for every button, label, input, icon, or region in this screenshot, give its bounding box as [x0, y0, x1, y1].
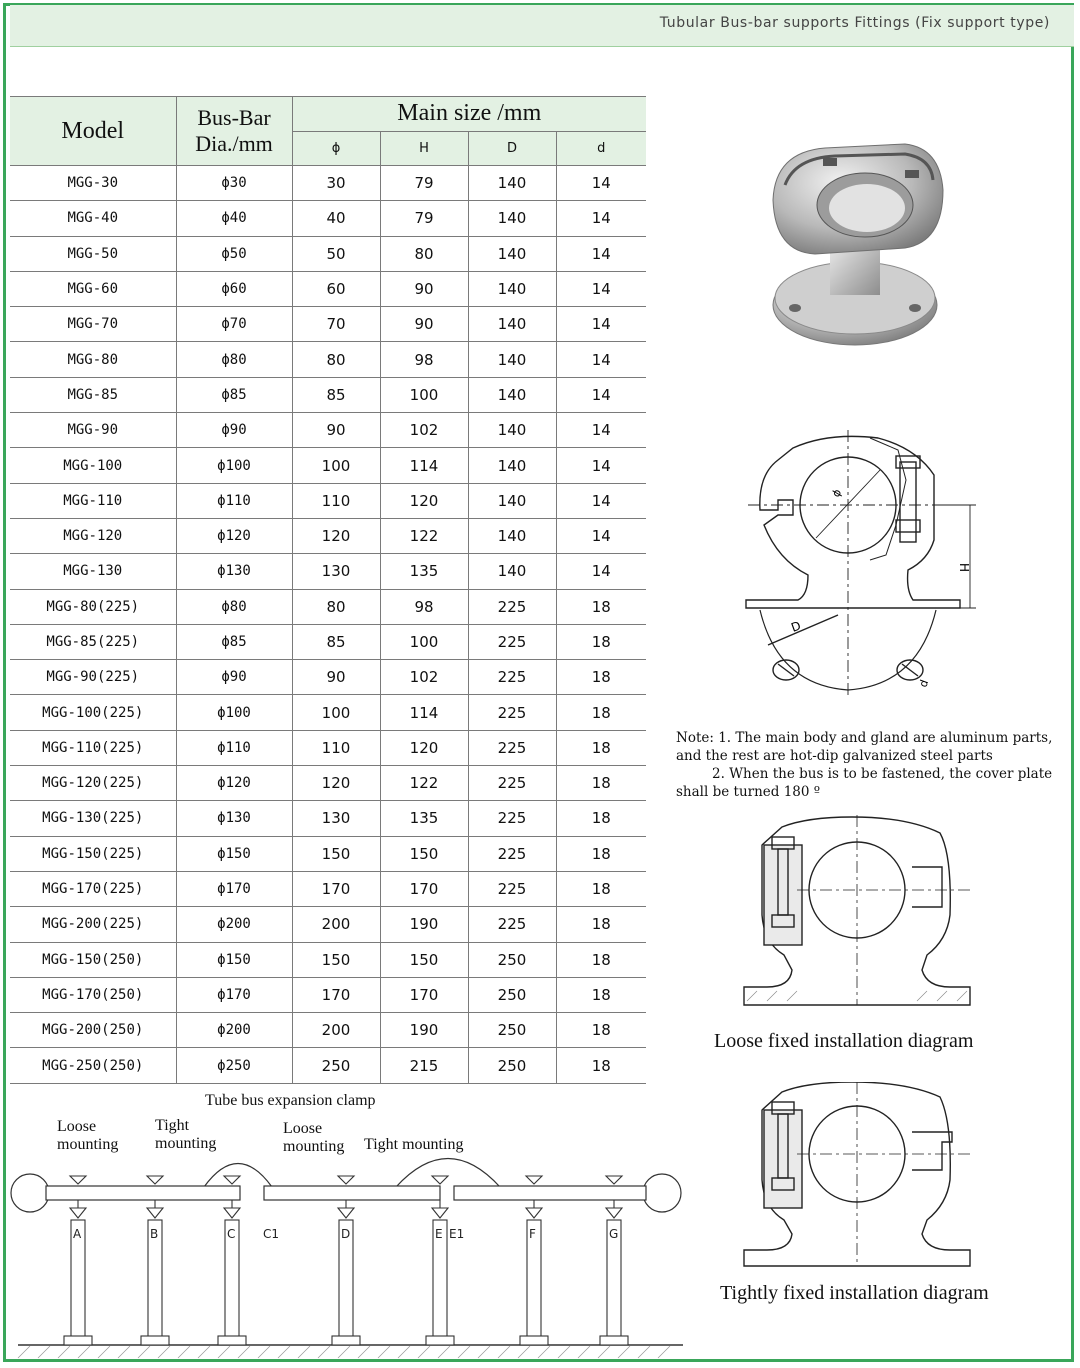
cell-d-lower: 18	[556, 660, 646, 695]
cell-model: MGG-200(225)	[10, 907, 176, 942]
cell-model: MGG-85	[10, 377, 176, 412]
cell-d-lower: 18	[556, 907, 646, 942]
cell-busbar-dia: ϕ90	[176, 660, 292, 695]
header-band	[10, 5, 1074, 46]
cell-d-lower: 14	[556, 483, 646, 518]
cell-h: 150	[380, 836, 468, 871]
cell-phi: 80	[292, 589, 380, 624]
cell-model: MGG-80(225)	[10, 589, 176, 624]
support-label: C1	[263, 1227, 280, 1241]
table-row	[10, 907, 646, 942]
cell-d-lower: 18	[556, 836, 646, 871]
support-base	[218, 1336, 246, 1345]
subheader-phi: ϕ	[292, 131, 380, 166]
cell-h: 98	[380, 589, 468, 624]
caption-loose: Loose fixed installation diagram	[714, 1030, 974, 1052]
subheader-d-upper: D	[468, 131, 556, 166]
dim-d-label: D	[789, 618, 803, 635]
cell-h: 102	[380, 413, 468, 448]
cell-h: 114	[380, 448, 468, 483]
label-tight-2: Tight mounting	[364, 1136, 464, 1153]
cell-model: MGG-80	[10, 342, 176, 377]
cell-busbar-dia: ϕ40	[176, 201, 292, 236]
cell-model: MGG-90(225)	[10, 660, 176, 695]
cell-d-upper: 140	[468, 448, 556, 483]
cell-d-lower: 14	[556, 271, 646, 306]
table-row	[10, 236, 646, 271]
cell-d-lower: 18	[556, 624, 646, 659]
cell-d-upper: 140	[468, 166, 556, 201]
cell-phi: 200	[292, 907, 380, 942]
cell-model: MGG-50	[10, 236, 176, 271]
cell-busbar-dia: ϕ30	[176, 166, 292, 201]
cell-model: MGG-200(250)	[10, 1013, 176, 1048]
cell-phi: 90	[292, 413, 380, 448]
spec-table	[10, 96, 646, 1084]
label-loose-2-a: Loose	[283, 1120, 323, 1137]
cell-phi: 70	[292, 307, 380, 342]
table-row	[10, 448, 646, 483]
clamp-outline	[746, 436, 960, 608]
cell-d-lower: 14	[556, 201, 646, 236]
dim-h-label: H	[957, 563, 971, 573]
cell-busbar-dia: ϕ80	[176, 342, 292, 377]
cell-d-upper: 140	[468, 483, 556, 518]
busbar-segment-1	[46, 1186, 240, 1200]
cell-model: MGG-85(225)	[10, 624, 176, 659]
table-row	[10, 942, 646, 977]
cell-d-upper: 140	[468, 271, 556, 306]
cell-busbar-dia: ϕ110	[176, 730, 292, 765]
cell-d-upper: 140	[468, 236, 556, 271]
support-base	[141, 1336, 169, 1345]
loose-fixed-diagram	[742, 815, 972, 1010]
busbar-segment-2	[264, 1186, 440, 1200]
cell-h: 190	[380, 907, 468, 942]
product-photo	[755, 130, 955, 350]
note-line-1: Note: 1. The main body and gland are aluminum parts,	[676, 730, 1053, 746]
cell-model: MGG-110(225)	[10, 730, 176, 765]
clamp-marker	[526, 1176, 542, 1184]
header-busbar-line1: Bus-Bar	[197, 105, 271, 130]
cell-busbar-dia: ϕ80	[176, 589, 292, 624]
cell-d-lower: 18	[556, 730, 646, 765]
cell-phi: 150	[292, 836, 380, 871]
clamp-marker	[147, 1176, 163, 1184]
support-label: D	[341, 1227, 351, 1241]
installation-note	[676, 729, 1066, 801]
cell-d-lower: 18	[556, 695, 646, 730]
cell-busbar-dia: ϕ100	[176, 695, 292, 730]
cell-d-upper: 140	[468, 377, 556, 412]
cell-phi: 110	[292, 730, 380, 765]
clamp-marker	[338, 1176, 354, 1184]
support-fitting	[147, 1208, 163, 1218]
cell-d-upper: 225	[468, 695, 556, 730]
cell-d-upper: 140	[468, 554, 556, 589]
cell-d-lower: 14	[556, 377, 646, 412]
cell-d-lower: 14	[556, 236, 646, 271]
cell-d-lower: 14	[556, 413, 646, 448]
cell-phi: 120	[292, 766, 380, 801]
cell-phi: 130	[292, 801, 380, 836]
cell-model: MGG-120(225)	[10, 766, 176, 801]
cell-model: MGG-250(250)	[10, 1048, 176, 1083]
cell-d-upper: 225	[468, 660, 556, 695]
cell-phi: 100	[292, 448, 380, 483]
busbar-layout-diagram	[8, 1150, 688, 1360]
note-line-4: shall be turned 180 º	[676, 784, 821, 800]
cell-model: MGG-70	[10, 307, 176, 342]
cell-h: 90	[380, 307, 468, 342]
cell-h: 79	[380, 201, 468, 236]
cell-d-lower: 18	[556, 589, 646, 624]
label-loose-1	[57, 1118, 118, 1154]
cell-d-lower: 18	[556, 1048, 646, 1083]
cell-h: 80	[380, 236, 468, 271]
cell-phi: 200	[292, 1013, 380, 1048]
cell-busbar-dia: ϕ110	[176, 483, 292, 518]
busbar-end-ball-right	[643, 1174, 681, 1212]
cell-d-lower: 18	[556, 1013, 646, 1048]
support-base	[426, 1336, 454, 1345]
cell-busbar-dia: ϕ170	[176, 871, 292, 906]
cell-model: MGG-30	[10, 166, 176, 201]
caption-tight: Tightly fixed installation diagram	[720, 1282, 989, 1304]
cell-d-upper: 250	[468, 1013, 556, 1048]
clamp-marker	[70, 1176, 86, 1184]
bolt	[900, 462, 916, 542]
cell-d-upper: 225	[468, 730, 556, 765]
table-row	[10, 977, 646, 1012]
support-label: C	[227, 1227, 236, 1241]
table-row	[10, 766, 646, 801]
cell-model: MGG-110	[10, 483, 176, 518]
cell-d-lower: 18	[556, 871, 646, 906]
support-label: B	[150, 1227, 159, 1241]
cell-model: MGG-170(225)	[10, 871, 176, 906]
cell-h: 122	[380, 518, 468, 553]
cell-h: 102	[380, 660, 468, 695]
label-tight-1-a: Tight	[155, 1117, 190, 1134]
clamp-marker	[432, 1176, 448, 1184]
cell-phi: 130	[292, 554, 380, 589]
table-row	[10, 413, 646, 448]
cell-model: MGG-170(250)	[10, 977, 176, 1012]
cell-d-upper: 225	[468, 871, 556, 906]
cell-d-upper: 250	[468, 977, 556, 1012]
label-tight-1-b: mounting	[155, 1135, 217, 1152]
cell-busbar-dia: ϕ50	[176, 236, 292, 271]
cell-d-lower: 18	[556, 977, 646, 1012]
cell-d-upper: 225	[468, 907, 556, 942]
subheader-h: H	[380, 131, 468, 166]
table-row	[10, 871, 646, 906]
cell-d-lower: 14	[556, 166, 646, 201]
support-label: F	[529, 1227, 536, 1241]
cell-phi: 170	[292, 871, 380, 906]
cell-d-upper: 225	[468, 836, 556, 871]
cell-h: 135	[380, 554, 468, 589]
cell-h: 114	[380, 695, 468, 730]
note-line-2: and the rest are hot-dip galvanized steel parts	[676, 748, 993, 764]
table-row	[10, 307, 646, 342]
technical-drawing	[738, 420, 978, 700]
cell-phi: 80	[292, 342, 380, 377]
cell-d-lower: 18	[556, 801, 646, 836]
cell-busbar-dia: ϕ150	[176, 942, 292, 977]
subheader-d-lower: d	[556, 131, 646, 166]
cell-busbar-dia: ϕ100	[176, 448, 292, 483]
table-row	[10, 271, 646, 306]
table-row	[10, 801, 646, 836]
table-row	[10, 589, 646, 624]
cell-busbar-dia: ϕ90	[176, 413, 292, 448]
cell-busbar-dia: ϕ70	[176, 307, 292, 342]
cell-model: MGG-130	[10, 554, 176, 589]
label-loose-1-a: Loose	[57, 1118, 97, 1135]
table-row	[10, 201, 646, 236]
cell-busbar-dia: ϕ60	[176, 271, 292, 306]
table-row	[10, 554, 646, 589]
cell-h: 215	[380, 1048, 468, 1083]
cell-h: 150	[380, 942, 468, 977]
cell-model: MGG-40	[10, 201, 176, 236]
table-row	[10, 377, 646, 412]
cell-d-upper: 140	[468, 201, 556, 236]
cell-model: MGG-150(250)	[10, 942, 176, 977]
expansion-clamp-arc-2	[396, 1159, 500, 1188]
cell-d-upper: 140	[468, 307, 556, 342]
support-fitting	[526, 1208, 542, 1218]
cell-model: MGG-60	[10, 271, 176, 306]
label-tight-1	[155, 1117, 216, 1153]
support-fitting	[432, 1208, 448, 1218]
cell-d-upper: 250	[468, 942, 556, 977]
cell-h: 98	[380, 342, 468, 377]
cell-busbar-dia: ϕ250	[176, 1048, 292, 1083]
cell-model: MGG-150(225)	[10, 836, 176, 871]
cell-model: MGG-90	[10, 413, 176, 448]
table-row	[10, 836, 646, 871]
cell-h: 170	[380, 977, 468, 1012]
header-busbar	[176, 97, 292, 166]
cell-model: MGG-130(225)	[10, 801, 176, 836]
cell-h: 170	[380, 871, 468, 906]
cell-h: 90	[380, 271, 468, 306]
table-row	[10, 1013, 646, 1048]
cell-busbar-dia: ϕ120	[176, 518, 292, 553]
cell-h: 79	[380, 166, 468, 201]
table-row	[10, 660, 646, 695]
cell-h: 135	[380, 801, 468, 836]
cell-busbar-dia: ϕ170	[176, 977, 292, 1012]
table-row	[10, 730, 646, 765]
support-fitting	[606, 1208, 622, 1218]
support-base	[520, 1336, 548, 1345]
support-label: A	[73, 1227, 82, 1241]
table-row	[10, 695, 646, 730]
tight-fixed-diagram	[742, 1082, 972, 1272]
cell-d-lower: 18	[556, 766, 646, 801]
cell-d-upper: 140	[468, 413, 556, 448]
cell-d-lower: 18	[556, 942, 646, 977]
cell-phi: 30	[292, 166, 380, 201]
cell-d-lower: 14	[556, 448, 646, 483]
cell-phi: 170	[292, 977, 380, 1012]
cell-d-upper: 140	[468, 518, 556, 553]
support-fitting	[70, 1208, 86, 1218]
label-expansion-clamp: Tube bus expansion clamp	[205, 1092, 376, 1109]
cell-busbar-dia: ϕ85	[176, 624, 292, 659]
cell-busbar-dia: ϕ130	[176, 801, 292, 836]
cell-d-lower: 14	[556, 518, 646, 553]
cell-h: 100	[380, 377, 468, 412]
support-label: G	[609, 1227, 619, 1241]
clamp-marker	[606, 1176, 622, 1184]
dim-small-d-label: d	[916, 678, 932, 690]
cell-d-lower: 14	[556, 307, 646, 342]
cell-phi: 60	[292, 271, 380, 306]
cell-d-upper: 225	[468, 801, 556, 836]
cell-phi: 110	[292, 483, 380, 518]
support-base	[332, 1336, 360, 1345]
cell-d-upper: 225	[468, 766, 556, 801]
cell-phi: 100	[292, 695, 380, 730]
table-row	[10, 166, 646, 201]
busbar-segment-3	[454, 1186, 646, 1200]
cell-busbar-dia: ϕ150	[176, 836, 292, 871]
cell-d-lower: 14	[556, 342, 646, 377]
cell-phi: 40	[292, 201, 380, 236]
cell-busbar-dia: ϕ200	[176, 1013, 292, 1048]
cell-d-upper: 225	[468, 624, 556, 659]
header-main-size: Main size /mm	[292, 97, 646, 132]
support-base	[64, 1336, 92, 1345]
cell-phi: 85	[292, 624, 380, 659]
table-row	[10, 1048, 646, 1083]
expansion-clamp-arc-1	[204, 1164, 272, 1188]
support-fitting	[338, 1208, 354, 1218]
cell-h: 120	[380, 730, 468, 765]
cell-phi: 50	[292, 236, 380, 271]
support-base	[600, 1336, 628, 1345]
cell-busbar-dia: ϕ200	[176, 907, 292, 942]
label-loose-2-b: mounting	[283, 1138, 345, 1155]
cell-model: MGG-100	[10, 448, 176, 483]
cell-d-lower: 14	[556, 554, 646, 589]
support-label: E1	[449, 1227, 465, 1241]
cell-h: 122	[380, 766, 468, 801]
support-label: E	[435, 1227, 443, 1241]
cell-d-upper: 140	[468, 342, 556, 377]
cell-h: 100	[380, 624, 468, 659]
table-row	[10, 342, 646, 377]
cell-d-upper: 225	[468, 589, 556, 624]
cell-phi: 90	[292, 660, 380, 695]
support-fitting	[224, 1208, 240, 1218]
cell-d-upper: 250	[468, 1048, 556, 1083]
cell-busbar-dia: ϕ85	[176, 377, 292, 412]
table-row	[10, 624, 646, 659]
cell-phi: 250	[292, 1048, 380, 1083]
header-busbar-line2: Dia./mm	[195, 131, 273, 156]
header-model: Model	[10, 97, 176, 166]
cell-model: MGG-120	[10, 518, 176, 553]
dim-phi-label: ϕ	[829, 486, 845, 500]
cell-busbar-dia: ϕ120	[176, 766, 292, 801]
page-title: Tubular Bus-bar supports Fittings (Fix support type)	[659, 15, 1050, 31]
table-row	[10, 483, 646, 518]
cell-h: 190	[380, 1013, 468, 1048]
cell-model: MGG-100(225)	[10, 695, 176, 730]
cell-h: 120	[380, 483, 468, 518]
clamp-marker	[224, 1176, 240, 1184]
label-loose-1-b: mounting	[57, 1136, 119, 1153]
header-divider	[10, 46, 1074, 47]
note-line-3: 2. When the bus is to be fastened, the cover plate	[712, 766, 1053, 782]
cell-phi: 120	[292, 518, 380, 553]
cell-phi: 85	[292, 377, 380, 412]
busbar-end-ball-left	[11, 1174, 49, 1212]
table-row	[10, 518, 646, 553]
cell-busbar-dia: ϕ130	[176, 554, 292, 589]
cell-phi: 150	[292, 942, 380, 977]
